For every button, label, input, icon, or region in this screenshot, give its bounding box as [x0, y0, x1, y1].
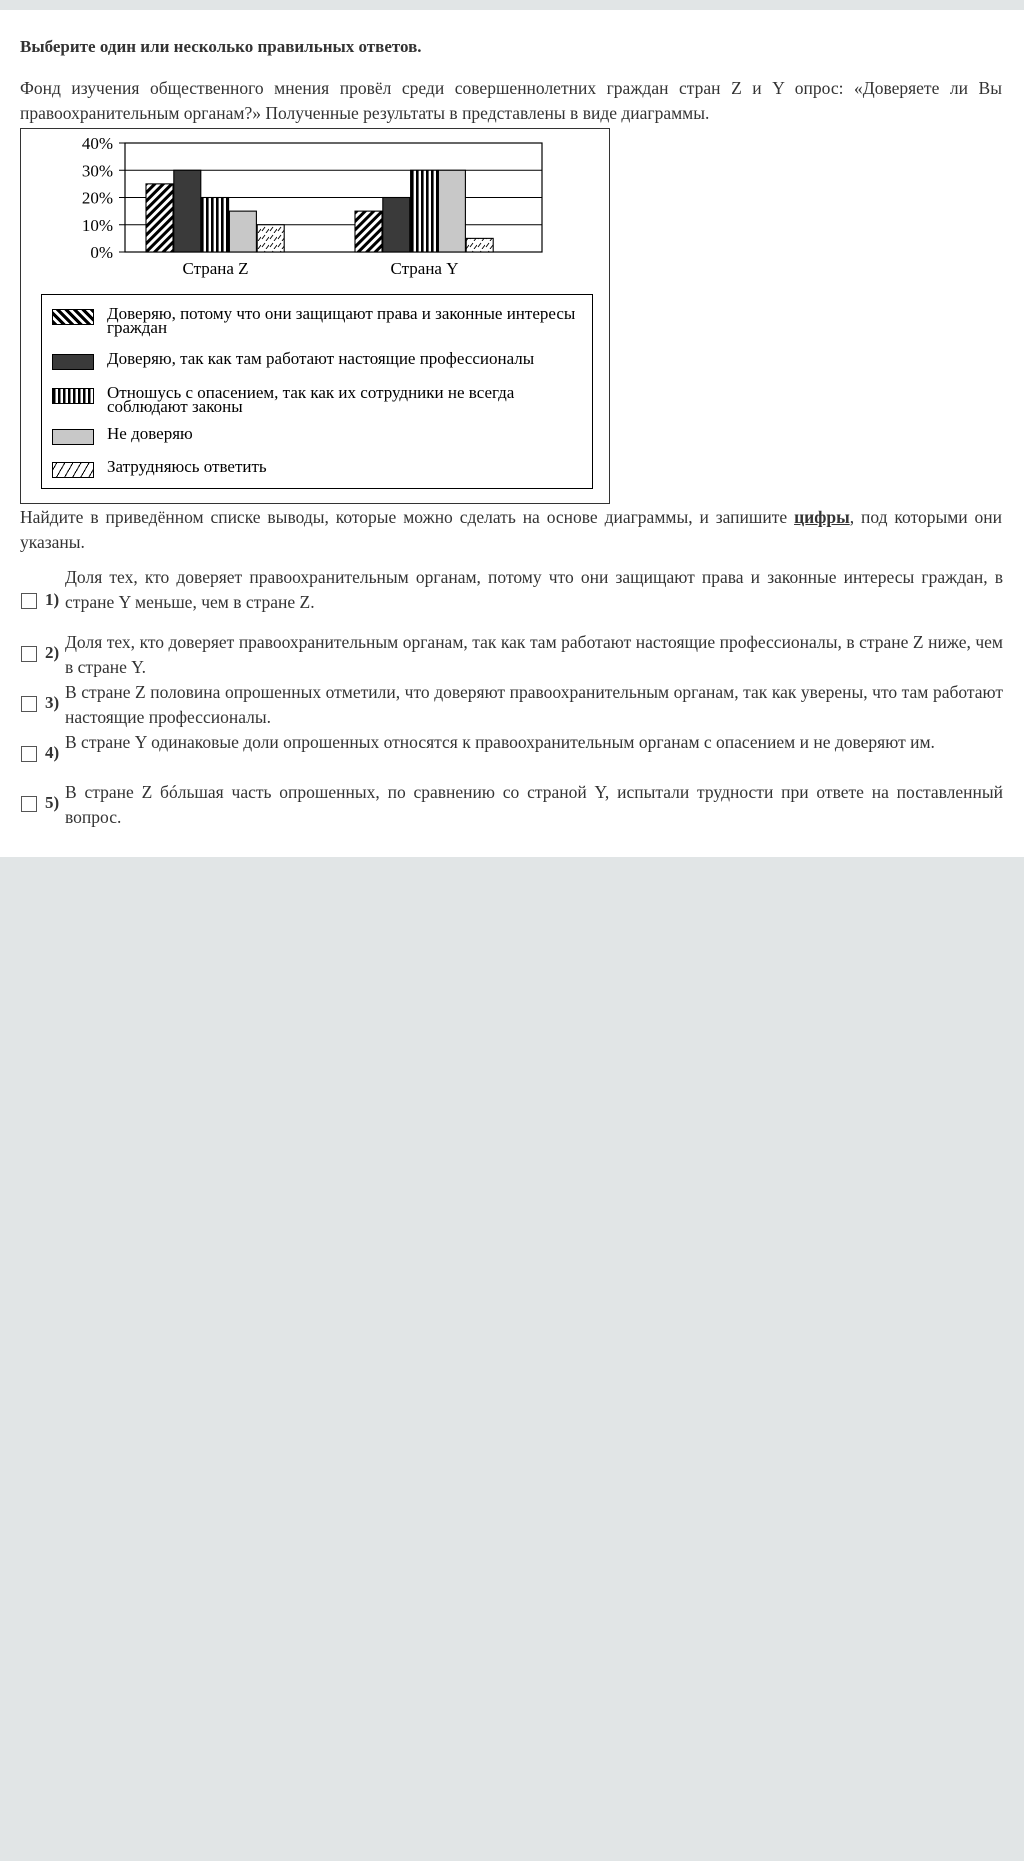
answer-number: 3) [45, 693, 60, 712]
legend-label: Доверяю, потому что они защищают права и законные интересы граждан [107, 304, 576, 337]
answer-checkbox-4[interactable] [21, 746, 37, 762]
legend-swatch-dark [52, 354, 94, 370]
bar-light [438, 170, 465, 252]
answer-text: В стране Z половина опрошенных отметили, что доверяют правоохранительным органам, так как уверены, что там работают настоящие профессионалы. [65, 682, 1003, 727]
legend-item [52, 351, 577, 370]
answer-checkbox-2[interactable] [21, 646, 37, 662]
legend-swatch-diagonal [52, 309, 94, 325]
legend-item [52, 385, 577, 414]
bar-dash [466, 238, 493, 252]
y-tick-label: 40% [81, 134, 113, 153]
bar-diag [355, 211, 382, 252]
answer-text: Доля тех, кто доверяет правоохранительным органам, так как там работают настоящие профессионалы, в стране Z ниже, чем в стране Y. [65, 632, 1003, 677]
y-tick-label: 20% [81, 188, 113, 208]
question-intro: Фонд изучения общественного мнения провёл среди совершеннолетних граждан стран Z и Y опрос: «Доверяете ли Вы правоохранительным органам?» Полученные результаты в представлены в виде диаграммы. [20, 78, 1002, 123]
answer-number: 1) [45, 590, 60, 609]
legend-swatch-light [52, 429, 94, 445]
legend-item [52, 426, 577, 445]
bar-vert [411, 170, 438, 252]
x-category-label: Страна Y [390, 259, 459, 278]
legend-swatch-vertical [52, 388, 94, 404]
bar-dash [257, 225, 284, 252]
answer-text: В стране Y одинаковые доли опрошенных относятся к правоохранительным органам с опасением и не доверяют им. [65, 732, 935, 752]
chart-legend [41, 294, 593, 489]
answer-checkbox-3[interactable] [21, 696, 37, 712]
answer-checkbox-1[interactable] [21, 593, 37, 609]
answer-number: 5) [45, 793, 60, 812]
legend-item [52, 459, 577, 478]
y-tick-label: 0% [90, 243, 113, 262]
task-text-before: Найдите в приведённом списке выводы, которые можно сделать на основе диаграммы, и запишите [20, 507, 795, 527]
answer-text: Доля тех, кто доверяет правоохранительным органам, потому что они защищают права и законные интересы граждан, в стране Y меньше, чем в стране Z. [65, 567, 1003, 612]
task-text-after: , под которыми они указаны. [20, 507, 1003, 552]
bar-diag [146, 184, 173, 252]
answer-text: В стране Z бóльшая часть опрошенных, по сравнению со страной Y, испытали трудности при ответе на поставленный вопрос. [65, 782, 1003, 827]
bar-vert [202, 198, 229, 253]
bar-light [229, 211, 256, 252]
y-tick-label: 30% [81, 161, 113, 181]
question-card [0, 10, 1024, 857]
x-category-label: Страна Z [182, 259, 249, 278]
bar-dark [383, 198, 410, 253]
task-emphasis: цифры [794, 507, 850, 527]
bar-dark [174, 170, 201, 252]
bar-chart [21, 129, 611, 289]
instruction: Выберите один или несколько правильных ответов. [20, 37, 422, 56]
legend-label: Затрудняюсь ответить [107, 457, 267, 476]
legend-swatch-dashed [52, 462, 94, 478]
legend-label: Доверяю, так как там работают настоящие профессионалы [107, 349, 535, 368]
task-text [20, 505, 1002, 555]
answer-number: 2) [45, 643, 60, 662]
legend-label: Отношусь с опасением, так как их сотрудники не всегда соблюдают законы [107, 383, 515, 416]
answer-number: 4) [45, 743, 60, 762]
legend-label: Не доверяю [107, 424, 193, 443]
top-bar [0, 0, 1024, 10]
legend-item [52, 306, 577, 335]
y-tick-label: 10% [81, 215, 113, 235]
chart-figure [20, 128, 610, 504]
answer-checkbox-5[interactable] [21, 796, 37, 812]
